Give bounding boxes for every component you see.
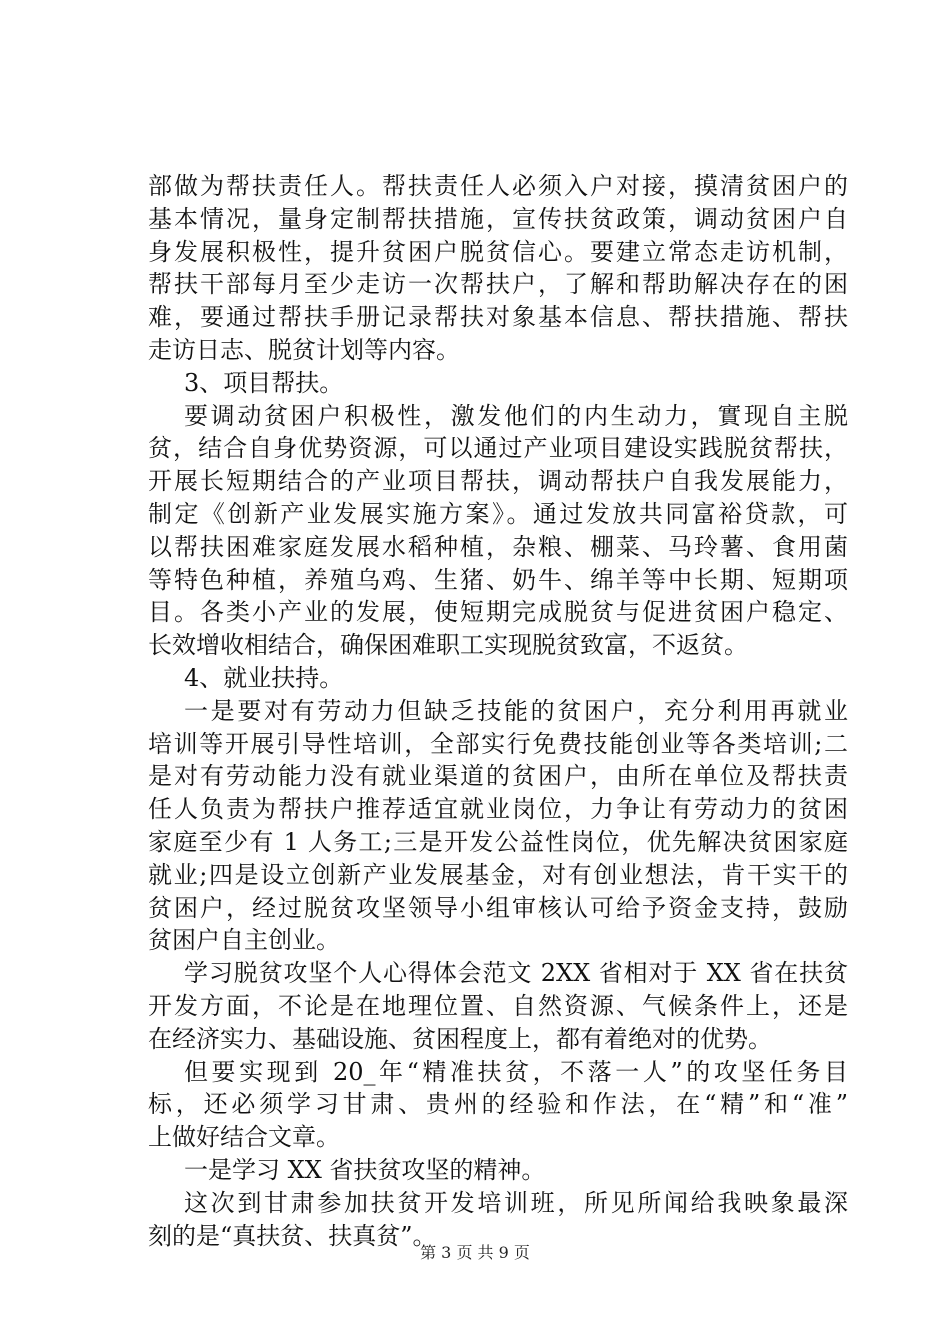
- text-line: 刻的是“真扶贫、扶真贫”。: [148, 1221, 437, 1250]
- text-line: 走访日志、脱贫计划等内容。: [148, 335, 460, 364]
- text-line: 身发展积极性，提升贫困户脱贫信心。要建立常态走访机制，: [148, 237, 848, 266]
- text-line: 上做好结合文章。: [148, 1123, 340, 1152]
- text-line: 难，要通过帮扶手册记录帮扶对象基本信息、帮扶措施、帮扶: [148, 303, 848, 332]
- text-line: 这次到甘肃参加扶贫开发培训班，所见所闻给我映象最深: [184, 1188, 848, 1217]
- text-line: 基本情况，量身定制帮扶措施，宣传扶贫政策，调动贫困户自: [148, 204, 848, 233]
- text-line: 帮扶干部每月至少走访一次帮扶户，了解和帮助解决存在的困: [148, 270, 848, 299]
- text-line: 目。各类小产业的发展，使短期完成脱贫与促进贫困户稳定、: [148, 598, 848, 627]
- text-line: 长效增收相结合，确保困难职工实现脱贫致富，不返贫。: [148, 631, 748, 660]
- text-line: 贫困户自主创业。: [148, 926, 340, 955]
- page-number-footer: 第 3 页 共 9 页: [420, 1243, 530, 1262]
- text-line: 家庭至少有 1 人务工;三是开发公益性岗位，优先解决贫困家庭: [148, 827, 848, 856]
- text-line: 贫，结合自身优势资源，可以通过产业项目建设实践脱贫帮扶，: [148, 434, 848, 463]
- text-line: 一是学习 XX 省扶贫攻坚的精神。: [184, 1155, 546, 1184]
- text-line: 任人负责为帮扶户推荐适宜就业岗位，力争让有劳动力的贫困: [148, 795, 848, 824]
- text-line: 标，还必须学习甘肃、贵州的经验和作法，在“精”和“准”: [148, 1090, 848, 1119]
- text-line: 一是要对有劳动力但缺乏技能的贫困户，充分利用再就业: [184, 696, 848, 725]
- text-line: 但要实现到 20_年“精准扶贫，不落一人”的攻坚任务目: [184, 1057, 848, 1086]
- section-heading: 3、项目帮扶。: [184, 368, 344, 397]
- text-line: 是对有劳动能力没有就业渠道的贫困户，由所在单位及帮扶责: [148, 762, 848, 791]
- text-line: 就业;四是设立创新产业发展基金，对有创业想法，肯干实干的: [148, 860, 848, 889]
- text-line: 等特色种植，养殖乌鸡、生猪、奶牛、绵羊等中长期、短期项: [148, 565, 848, 594]
- text-line: 制定《创新产业发展实施方案》。通过发放共同富裕贷款，可: [148, 499, 848, 528]
- section-heading: 4、就业扶持。: [184, 663, 344, 692]
- body-text: [148, 170, 848, 1252]
- text-line: 要调动贫困户积极性，激发他们的内生动力，實现自主脱: [184, 401, 848, 430]
- text-line: 学习脱贫攻坚个人心得体会范文 2XX 省相对于 XX 省在扶贫: [184, 959, 848, 988]
- text-line: 开展长短期结合的产业项目帮扶，调动帮扶户自我发展能力，: [148, 467, 848, 496]
- text-line: 部做为帮扶责任人。帮扶责任人必须入户对接，摸清贫困户的: [148, 172, 848, 200]
- text-line: 以帮扶困难家庭发展水稻种植，杂粮、棚菜、马玲薯、食用菌: [148, 532, 848, 561]
- text-line: 培训等开展引导性培训，全部实行免费技能创业等各类培训;二: [148, 729, 848, 758]
- text-line: 开发方面，不论是在地理位置、自然资源、气候条件上，还是: [148, 991, 848, 1020]
- text-line: 贫困户，经过脱贫攻坚领导小组审核认可给予资金支持，鼓励: [148, 893, 848, 922]
- text-line: 在经济实力、基础设施、贫困程度上，都有着绝对的优势。: [148, 1024, 772, 1053]
